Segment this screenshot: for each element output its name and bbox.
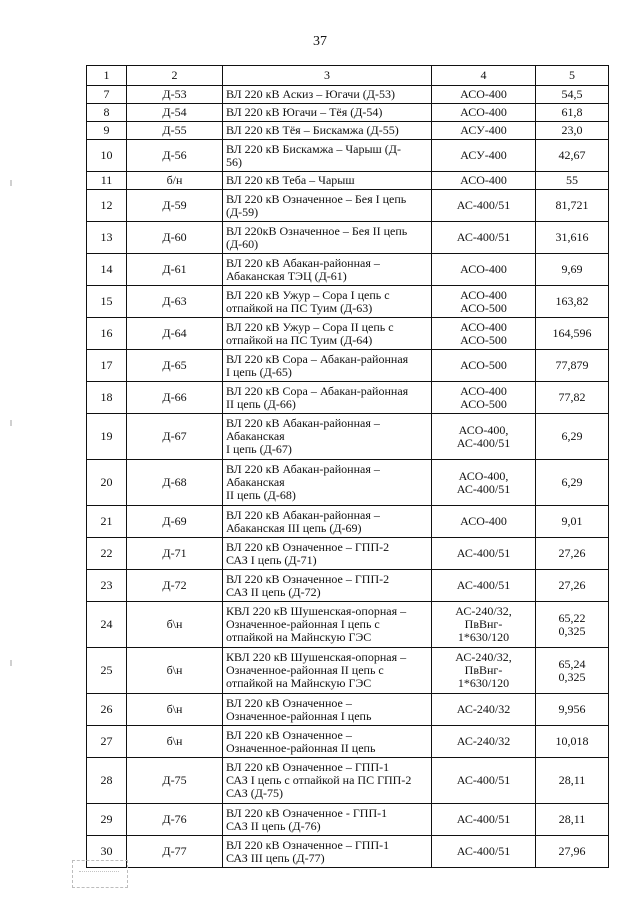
row-number: 22 (87, 538, 127, 570)
line-code: Д-77 (127, 836, 223, 868)
wire-type: АСО-400 АСО-500 (432, 286, 536, 318)
wire-type: АСО-400 (432, 86, 536, 104)
line-code: Д-63 (127, 286, 223, 318)
line-code: б\н (127, 726, 223, 758)
line-code: б\н (127, 694, 223, 726)
table-row (87, 726, 609, 758)
row-number: 27 (87, 726, 127, 758)
wire-type: АС-400/51 (432, 190, 536, 222)
line-name: ВЛ 220 кВ Абакан-районная – Абаканская III цепь (Д-69) (223, 506, 432, 538)
line-length: 31,616 (536, 222, 609, 254)
row-number: 17 (87, 350, 127, 382)
line-name: ВЛ 220 кВ Аскиз – Югачи (Д-53) (223, 86, 432, 104)
line-code: Д-64 (127, 318, 223, 350)
header-col-4: 4 (432, 66, 536, 86)
line-code: Д-68 (127, 460, 223, 506)
wire-type: АС-400/51 (432, 836, 536, 868)
line-name: ВЛ 220 кВ Сора – Абакан-районная II цепь (Д-66) (223, 382, 432, 414)
line-name: ВЛ 220кВ Означенное – Бея II цепь (Д-60) (223, 222, 432, 254)
table-row (87, 104, 609, 122)
row-number: 13 (87, 222, 127, 254)
table-row (87, 758, 609, 804)
line-length: 77,82 (536, 382, 609, 414)
wire-type: АС-400/51 (432, 538, 536, 570)
line-length: 42,67 (536, 140, 609, 172)
table-row (87, 318, 609, 350)
line-code: Д-71 (127, 538, 223, 570)
row-number: 23 (87, 570, 127, 602)
margin-mark (10, 660, 12, 666)
line-name: ВЛ 220 кВ Югачи – Тёя (Д-54) (223, 104, 432, 122)
table-row (87, 254, 609, 286)
row-number: 14 (87, 254, 127, 286)
line-code: Д-75 (127, 758, 223, 804)
line-length: 23,0 (536, 122, 609, 140)
row-number: 28 (87, 758, 127, 804)
table-row (87, 172, 609, 190)
wire-type: АС-400/51 (432, 222, 536, 254)
line-name: ВЛ 220 кВ Означенное – ГПП-1 САЗ III цепь (Д-77) (223, 836, 432, 868)
row-number: 10 (87, 140, 127, 172)
wire-type: АС-400/51 (432, 804, 536, 836)
wire-type: АС-400/51 (432, 570, 536, 602)
line-length: 65,22 0,325 (536, 602, 609, 648)
line-name: ВЛ 220 кВ Абакан-районная – Абаканская II цепь (Д-68) (223, 460, 432, 506)
line-name: ВЛ 220 кВ Означенное – Означенное-районная II цепь (223, 726, 432, 758)
line-length: 81,721 (536, 190, 609, 222)
wire-type: АСО-400 (432, 254, 536, 286)
page-number: 37 (313, 34, 327, 49)
table-row (87, 140, 609, 172)
wire-type: АСУ-400 (432, 140, 536, 172)
row-number: 12 (87, 190, 127, 222)
line-code: Д-56 (127, 140, 223, 172)
wire-type: АСО-400 (432, 172, 536, 190)
line-length: 27,96 (536, 836, 609, 868)
wire-type: АСО-400 (432, 104, 536, 122)
wire-type: АСО-400 (432, 506, 536, 538)
line-length: 65,24 0,325 (536, 648, 609, 694)
row-number: 26 (87, 694, 127, 726)
row-number: 15 (87, 286, 127, 318)
line-code: Д-69 (127, 506, 223, 538)
line-name: ВЛ 220 кВ Абакан-районная – Абаканская I цепь (Д-67) (223, 414, 432, 460)
line-length: 9,01 (536, 506, 609, 538)
line-length: 27,26 (536, 570, 609, 602)
line-name: ВЛ 220 кВ Означенное – ГПП-1 САЗ I цепь с отпайкой на ПС ГПП-2 САЗ (Д-75) (223, 758, 432, 804)
line-name: ВЛ 220 кВ Тёя – Бискамжа (Д-55) (223, 122, 432, 140)
line-code: Д-60 (127, 222, 223, 254)
line-name: КВЛ 220 кВ Шушенская-опорная – Означенное-районная I цепь с отпайкой на Майнскую ГЭС (223, 602, 432, 648)
line-length: 28,11 (536, 758, 609, 804)
table-row (87, 86, 609, 104)
line-name: ВЛ 220 кВ Сора – Абакан-районная I цепь (Д-65) (223, 350, 432, 382)
table-row (87, 190, 609, 222)
line-code: Д-54 (127, 104, 223, 122)
line-code: Д-53 (127, 86, 223, 104)
row-number: 9 (87, 122, 127, 140)
line-code: Д-65 (127, 350, 223, 382)
power-lines-table (86, 65, 609, 868)
row-number: 30 (87, 836, 127, 868)
row-number: 8 (87, 104, 127, 122)
wire-type: АСУ-400 (432, 122, 536, 140)
line-name: ВЛ 220 кВ Бискамжа – Чарыш (Д- 56) (223, 140, 432, 172)
line-name: ВЛ 220 кВ Означенное – ГПП-2 САЗ I цепь (Д-71) (223, 538, 432, 570)
line-code: Д-72 (127, 570, 223, 602)
wire-type: АС-400/51 (432, 758, 536, 804)
line-length: 55 (536, 172, 609, 190)
table-row (87, 350, 609, 382)
line-length: 9,956 (536, 694, 609, 726)
line-code: Д-66 (127, 382, 223, 414)
line-length: 9,69 (536, 254, 609, 286)
table-row (87, 694, 609, 726)
row-number: 18 (87, 382, 127, 414)
table-header-row (87, 66, 609, 86)
header-col-2: 2 (127, 66, 223, 86)
table-row (87, 382, 609, 414)
table-row (87, 570, 609, 602)
table-row (87, 460, 609, 506)
line-name: ВЛ 220 кВ Означенное - ГПП-1 САЗ II цепь (Д-76) (223, 804, 432, 836)
line-length: 6,29 (536, 414, 609, 460)
line-name: ВЛ 220 кВ Теба – Чарыш (223, 172, 432, 190)
line-length: 6,29 (536, 460, 609, 506)
line-code: б/н (127, 172, 223, 190)
line-length: 27,26 (536, 538, 609, 570)
wire-type: АСО-400, АС-400/51 (432, 460, 536, 506)
line-code: Д-61 (127, 254, 223, 286)
line-code: Д-76 (127, 804, 223, 836)
table-row (87, 286, 609, 318)
line-length: 10,018 (536, 726, 609, 758)
row-number: 24 (87, 602, 127, 648)
table-row (87, 222, 609, 254)
line-code: Д-55 (127, 122, 223, 140)
row-number: 11 (87, 172, 127, 190)
wire-type: АС-240/32 (432, 726, 536, 758)
wire-type: АС-240/32, ПвВнг- 1*630/120 (432, 648, 536, 694)
line-code: Д-67 (127, 414, 223, 460)
line-code: б\н (127, 648, 223, 694)
wire-type: АСО-400 АСО-500 (432, 318, 536, 350)
line-name: ВЛ 220 кВ Означенное – Означенное-районная I цепь (223, 694, 432, 726)
table-row (87, 648, 609, 694)
margin-mark (10, 420, 12, 426)
wire-type: АСО-400 АСО-500 (432, 382, 536, 414)
line-length: 61,8 (536, 104, 609, 122)
wire-type: АС-240/32 (432, 694, 536, 726)
line-code: Д-59 (127, 190, 223, 222)
row-number: 19 (87, 414, 127, 460)
line-name: ВЛ 220 кВ Означенное – Бея I цепь (Д-59) (223, 190, 432, 222)
table-row (87, 506, 609, 538)
table-row (87, 836, 609, 868)
line-name: ВЛ 220 кВ Означенное – ГПП-2 САЗ II цепь (Д-72) (223, 570, 432, 602)
row-number: 25 (87, 648, 127, 694)
row-number: 7 (87, 86, 127, 104)
row-number: 16 (87, 318, 127, 350)
line-length: 28,11 (536, 804, 609, 836)
wire-type: АСО-500 (432, 350, 536, 382)
row-number: 21 (87, 506, 127, 538)
header-col-1: 1 (87, 66, 127, 86)
line-name: КВЛ 220 кВ Шушенская-опорная – Означенное-районная II цепь с отпайкой на Майнскую ГЭС (223, 648, 432, 694)
margin-mark (10, 180, 12, 186)
line-name: ВЛ 220 кВ Абакан-районная – Абаканская ТЭЦ (Д-61) (223, 254, 432, 286)
wire-type: АС-240/32, ПвВнг- 1*630/120 (432, 602, 536, 648)
table-row (87, 414, 609, 460)
line-code: б\н (127, 602, 223, 648)
line-length: 163,82 (536, 286, 609, 318)
table-row (87, 122, 609, 140)
row-number: 29 (87, 804, 127, 836)
row-number: 20 (87, 460, 127, 506)
line-name: ВЛ 220 кВ Ужур – Сора I цепь с отпайкой на ПС Туим (Д-63) (223, 286, 432, 318)
table-row (87, 538, 609, 570)
line-name: ВЛ 220 кВ Ужур – Сора II цепь с отпайкой на ПС Туим (Д-64) (223, 318, 432, 350)
line-length: 54,5 (536, 86, 609, 104)
wire-type: АСО-400, АС-400/51 (432, 414, 536, 460)
table-row (87, 804, 609, 836)
header-col-5: 5 (536, 66, 609, 86)
scan-stamp-mark (72, 860, 128, 888)
table-row (87, 602, 609, 648)
line-length: 164,596 (536, 318, 609, 350)
line-length: 77,879 (536, 350, 609, 382)
header-col-3: 3 (223, 66, 432, 86)
